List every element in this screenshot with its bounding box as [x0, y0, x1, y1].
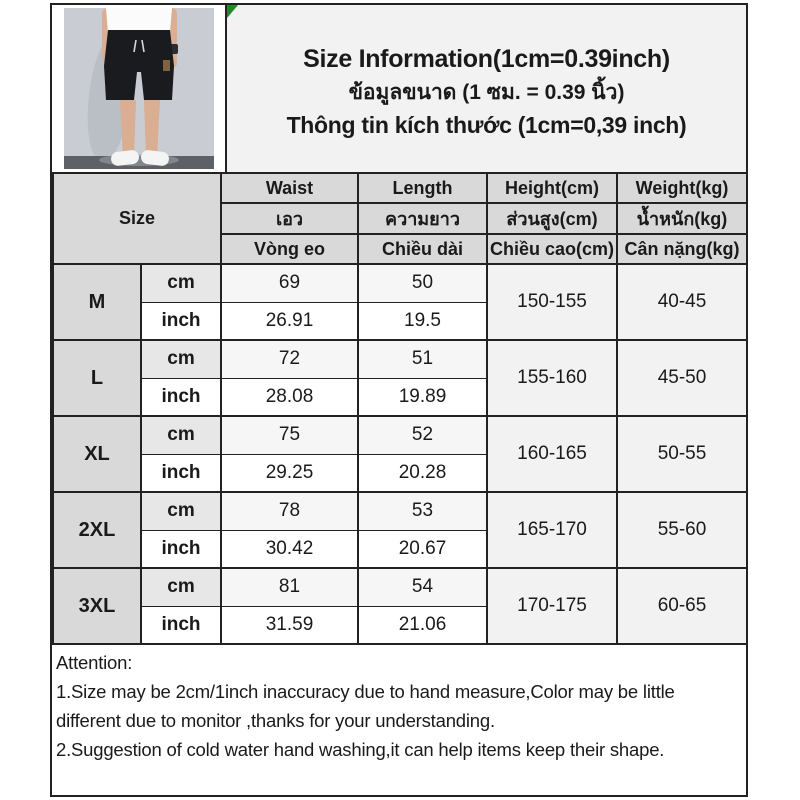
col-length-th: ความยาว: [358, 203, 487, 234]
size-label-M: M: [53, 264, 141, 340]
length-cm-3XL: 54: [358, 568, 487, 606]
col-height-th: ส่วนสูง(cm): [487, 203, 617, 234]
col-length-vi: Chiều dài: [358, 234, 487, 264]
length-inch-XL: 20.28: [358, 454, 487, 492]
row-XL-cm: [53, 416, 747, 454]
col-height-vi: Chiều cao(cm): [487, 234, 617, 264]
length-inch-2XL: 20.67: [358, 530, 487, 568]
weight-range-2XL: 55-60: [617, 492, 747, 568]
waist-inch-M: 26.91: [221, 302, 358, 340]
length-inch-M: 19.5: [358, 302, 487, 340]
row-L-cm: [53, 340, 747, 378]
col-height-en: Height(cm): [487, 173, 617, 203]
col-waist-vi: Vòng eo: [221, 234, 358, 264]
waist-inch-3XL: 31.59: [221, 606, 358, 644]
waist-inch-XL: 29.25: [221, 454, 358, 492]
weight-range-M: 40-45: [617, 264, 747, 340]
attention-notes: [52, 645, 746, 795]
attention-heading: Attention:: [56, 652, 133, 673]
waist-inch-2XL: 30.42: [221, 530, 358, 568]
length-cm-L: 51: [358, 340, 487, 378]
col-weight-vi: Cân nặng(kg): [617, 234, 747, 264]
weight-range-XL: 50-55: [617, 416, 747, 492]
header-row-en: [53, 173, 747, 203]
row-M-cm: [53, 264, 747, 302]
size-label-3XL: 3XL: [53, 568, 141, 644]
title-english: Size Information(1cm=0.39inch): [303, 44, 670, 73]
waist-cm-M: 69: [221, 264, 358, 302]
height-range-2XL: 165-170: [487, 492, 617, 568]
height-range-XL: 160-165: [487, 416, 617, 492]
attention-line-2: 2.Suggestion of cold water hand washing,it can help items keep their shape.: [56, 739, 665, 760]
size-label-L: L: [53, 340, 141, 416]
unit-cm: cm: [141, 568, 221, 606]
height-range-3XL: 170-175: [487, 568, 617, 644]
length-cm-M: 50: [358, 264, 487, 302]
size-table: [52, 172, 748, 645]
height-range-L: 155-160: [487, 340, 617, 416]
col-waist-th: เอว: [221, 203, 358, 234]
unit-cm: cm: [141, 492, 221, 530]
length-cm-2XL: 53: [358, 492, 487, 530]
length-cm-XL: 52: [358, 416, 487, 454]
row-2XL-cm: [53, 492, 747, 530]
top-section: [52, 5, 746, 172]
weight-range-L: 45-50: [617, 340, 747, 416]
row-3XL-cm: [53, 568, 747, 606]
length-inch-3XL: 21.06: [358, 606, 487, 644]
col-weight-en: Weight(kg): [617, 173, 747, 203]
unit-cm: cm: [141, 340, 221, 378]
title-thai: ข้อมูลขนาด (1 ซม. = 0.39 นิ้ว): [348, 80, 625, 104]
model-photo-cell: [52, 5, 227, 172]
unit-inch: inch: [141, 302, 221, 340]
green-corner-icon: [227, 5, 238, 18]
waist-cm-2XL: 78: [221, 492, 358, 530]
attention-line-1: 1.Size may be 2cm/1inch inaccuracy due to hand measure,Color may be little different due to monitor ,thanks for your understanding.: [56, 681, 675, 731]
height-range-M: 150-155: [487, 264, 617, 340]
waist-cm-L: 72: [221, 340, 358, 378]
unit-inch: inch: [141, 454, 221, 492]
col-length-en: Length: [358, 173, 487, 203]
title-vietnamese: Thông tin kích thước (1cm=0,39 inch): [286, 111, 687, 138]
waist-inch-L: 28.08: [221, 378, 358, 416]
unit-cm: cm: [141, 264, 221, 302]
model-wearing-shorts-illustration: [64, 8, 214, 169]
col-waist-en: Waist: [221, 173, 358, 203]
unit-inch: inch: [141, 606, 221, 644]
size-label-2XL: 2XL: [53, 492, 141, 568]
size-information-title-block: [227, 5, 746, 172]
weight-range-3XL: 60-65: [617, 568, 747, 644]
size-chart-sheet: [50, 3, 748, 797]
size-label-XL: XL: [53, 416, 141, 492]
waist-cm-3XL: 81: [221, 568, 358, 606]
size-header-cell: Size: [53, 173, 221, 264]
col-weight-th: น้ำหนัก(kg): [617, 203, 747, 234]
unit-cm: cm: [141, 416, 221, 454]
unit-inch: inch: [141, 530, 221, 568]
model-photo: [64, 8, 214, 169]
unit-inch: inch: [141, 378, 221, 416]
length-inch-L: 19.89: [358, 378, 487, 416]
waist-cm-XL: 75: [221, 416, 358, 454]
